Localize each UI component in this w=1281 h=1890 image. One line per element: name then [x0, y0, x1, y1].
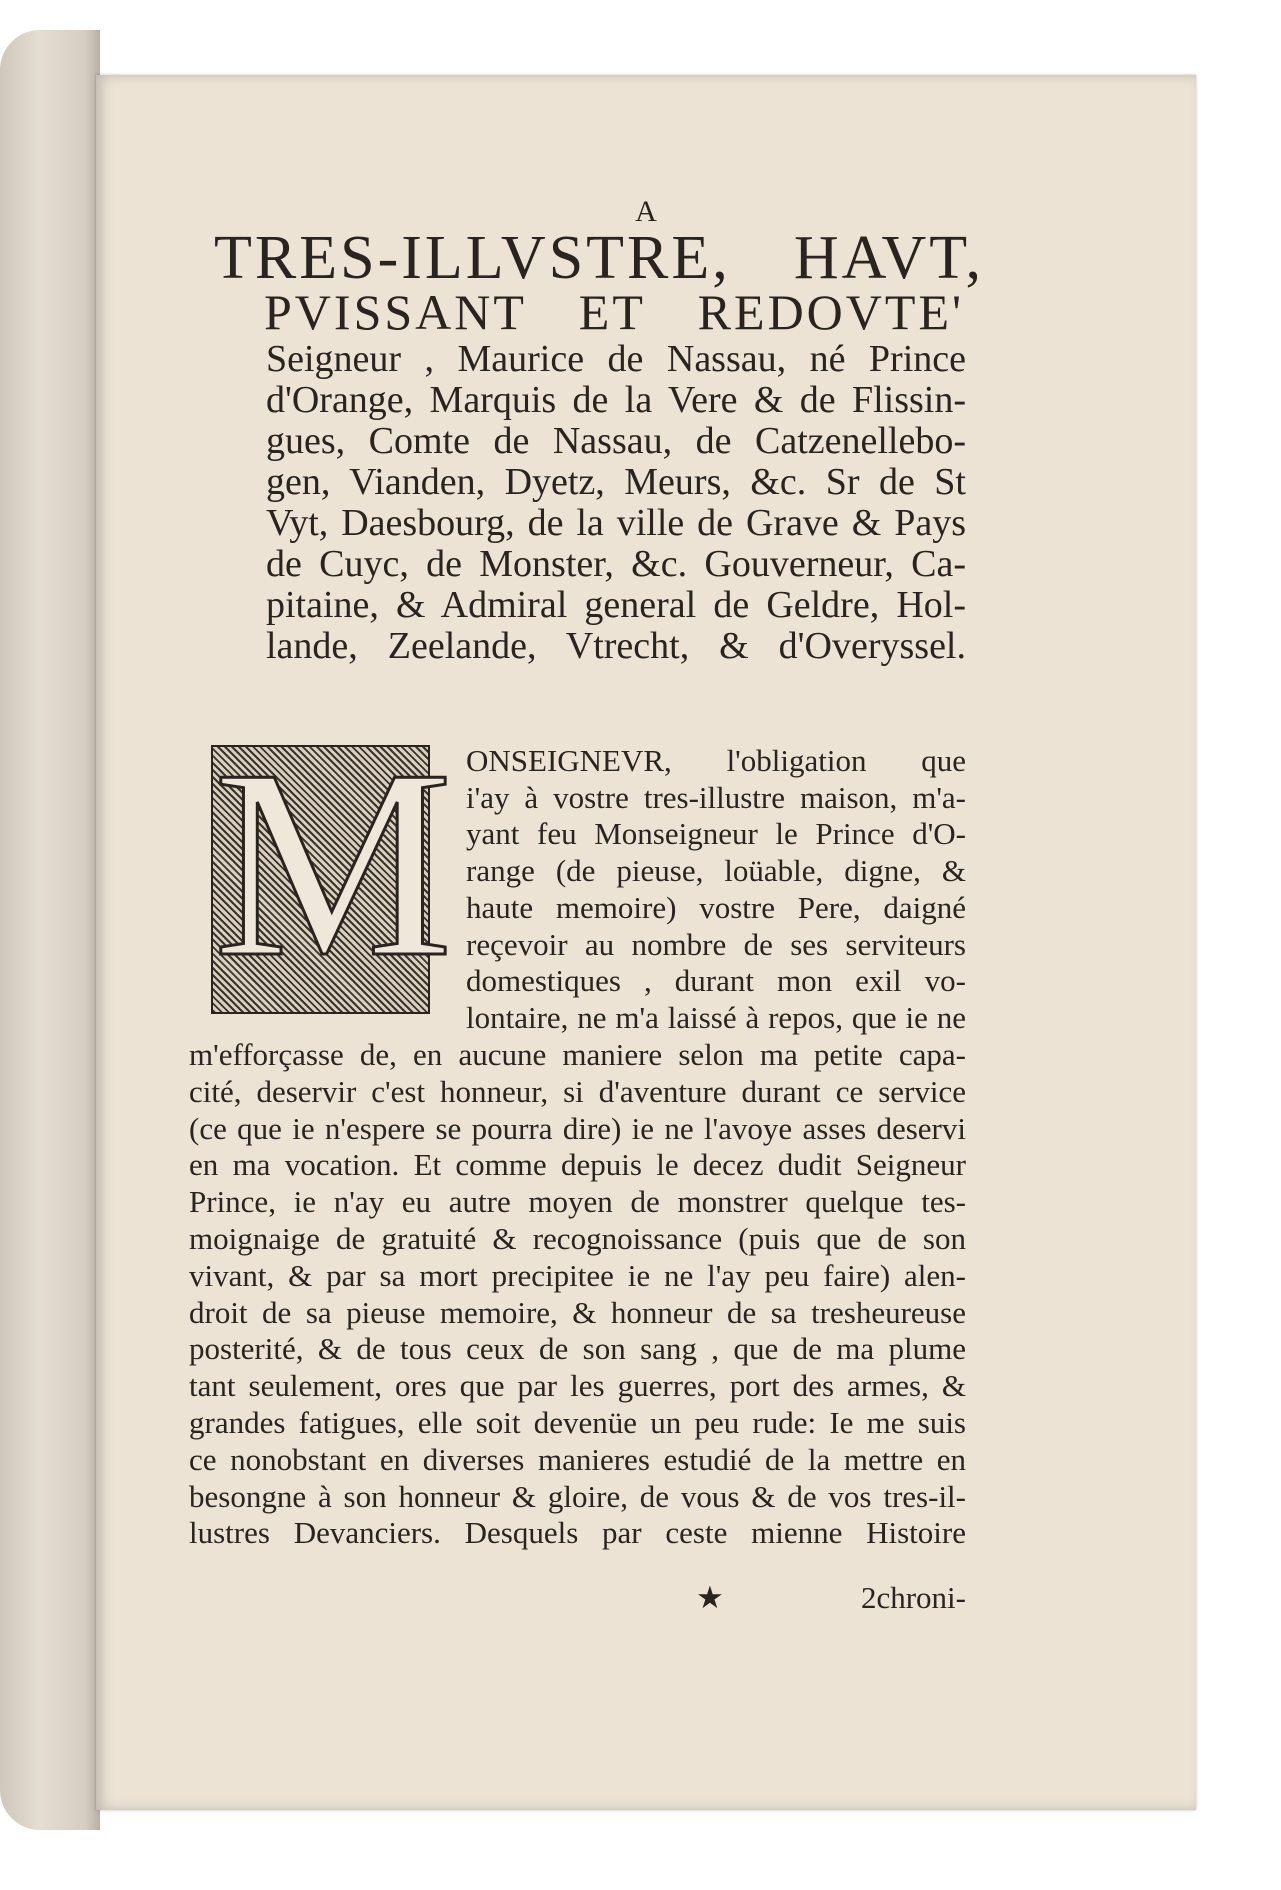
signature-mark: ★ 2	[696, 1580, 877, 1615]
heading-line: pitaine, & Admiral general de Geldre, Hol-	[266, 584, 966, 626]
heading-line: d'Orange, Marquis de la Vere & de Flissin-	[266, 379, 966, 421]
body-line: haute memoire) vostre Pere, daigné	[466, 889, 966, 925]
heading-line: gen, Vianden, Dyetz, Meurs, &c. Sr de St	[266, 461, 966, 503]
body-line: posterité, & de tous ceux de son sang , que de ma plume	[189, 1331, 966, 1367]
body-line: vivant, & par sa mort precipitee ie ne l'ay peu faire) alen-	[189, 1257, 966, 1293]
title-line-2: PVISSANT ET REDOVTE'	[264, 284, 964, 340]
body-line: en ma vocation. Et comme depuis le decez dudit Seigneur	[189, 1147, 966, 1183]
facing-page-edge	[0, 30, 100, 1830]
body-line: lontaire, ne m'a laissé à repos, que ie ne	[466, 999, 966, 1035]
heading-line: Vyt, Daesbourg, de la ville de Grave & Pays	[266, 502, 966, 544]
body-line: domestiques , durant mon exil vo-	[466, 963, 966, 999]
body-line: range (de pieuse, loüable, digne, &	[466, 853, 966, 889]
body-line: ce nonobstant en diverses manieres estudié de la mettre en	[189, 1441, 966, 1477]
body-line: tant seulement, ores que par les guerres, port des armes, &	[189, 1368, 966, 1404]
drop-cap-letter: M	[213, 714, 454, 1013]
heading-line: gues, Comte de Nassau, de Catzenellebo-	[266, 420, 966, 462]
body-line: grandes fatigues, elle soit devenüe un peu rude: Ie me suis	[189, 1405, 966, 1440]
signature-line	[696, 1580, 966, 1616]
body-line: m'efforçasse de, en aucune maniere selon ma petite capa-	[189, 1037, 966, 1072]
heading-line: Seigneur , Maurice de Nassau, né Prince	[266, 338, 966, 380]
body-line: (ce que ie n'espere se pourra dire) ie ne l'avoye asses deservi	[189, 1110, 966, 1146]
body-line: besongne à son honneur & gloire, de vous & de vos tres-il-	[189, 1478, 966, 1514]
book-page	[96, 75, 1196, 1810]
body-line: i'ay à vostre tres-illustre maison, m'a-	[466, 779, 966, 815]
body-line: reçevoir au nombre de ses serviteurs	[466, 926, 966, 962]
body-line: moignaige de gratuité & recognoissance (puis que de son	[189, 1221, 966, 1256]
heading-line: lande, Zeelande, Vtrecht, & d'Overyssel.	[266, 625, 966, 667]
heading-line: de Cuyc, de Monster, &c. Gouverneur, Ca-	[266, 543, 966, 585]
catchword: chroni-	[876, 1580, 966, 1615]
body-line: droit de sa pieuse memoire, & honneur de sa tresheureuse	[189, 1294, 966, 1330]
title-line-1: TRES-ILLVSTRE, HAVT,	[214, 224, 984, 292]
body-line: lustres Devanciers. Desquels par ceste mienne Histoire	[189, 1515, 966, 1551]
body-line: ONSEIGNEVR, l'obligation que	[466, 743, 966, 778]
body-line: yant feu Monseigneur le Prince d'O-	[466, 816, 966, 852]
ornamental-drop-cap	[211, 714, 454, 1014]
body-line: cité, deservir c'est honneur, si d'aventure durant ce service	[189, 1073, 966, 1109]
body-line: Prince, ie n'ay eu autre moyen de monstrer quelque tes-	[189, 1184, 966, 1220]
dedication-prefix: A	[635, 195, 657, 228]
